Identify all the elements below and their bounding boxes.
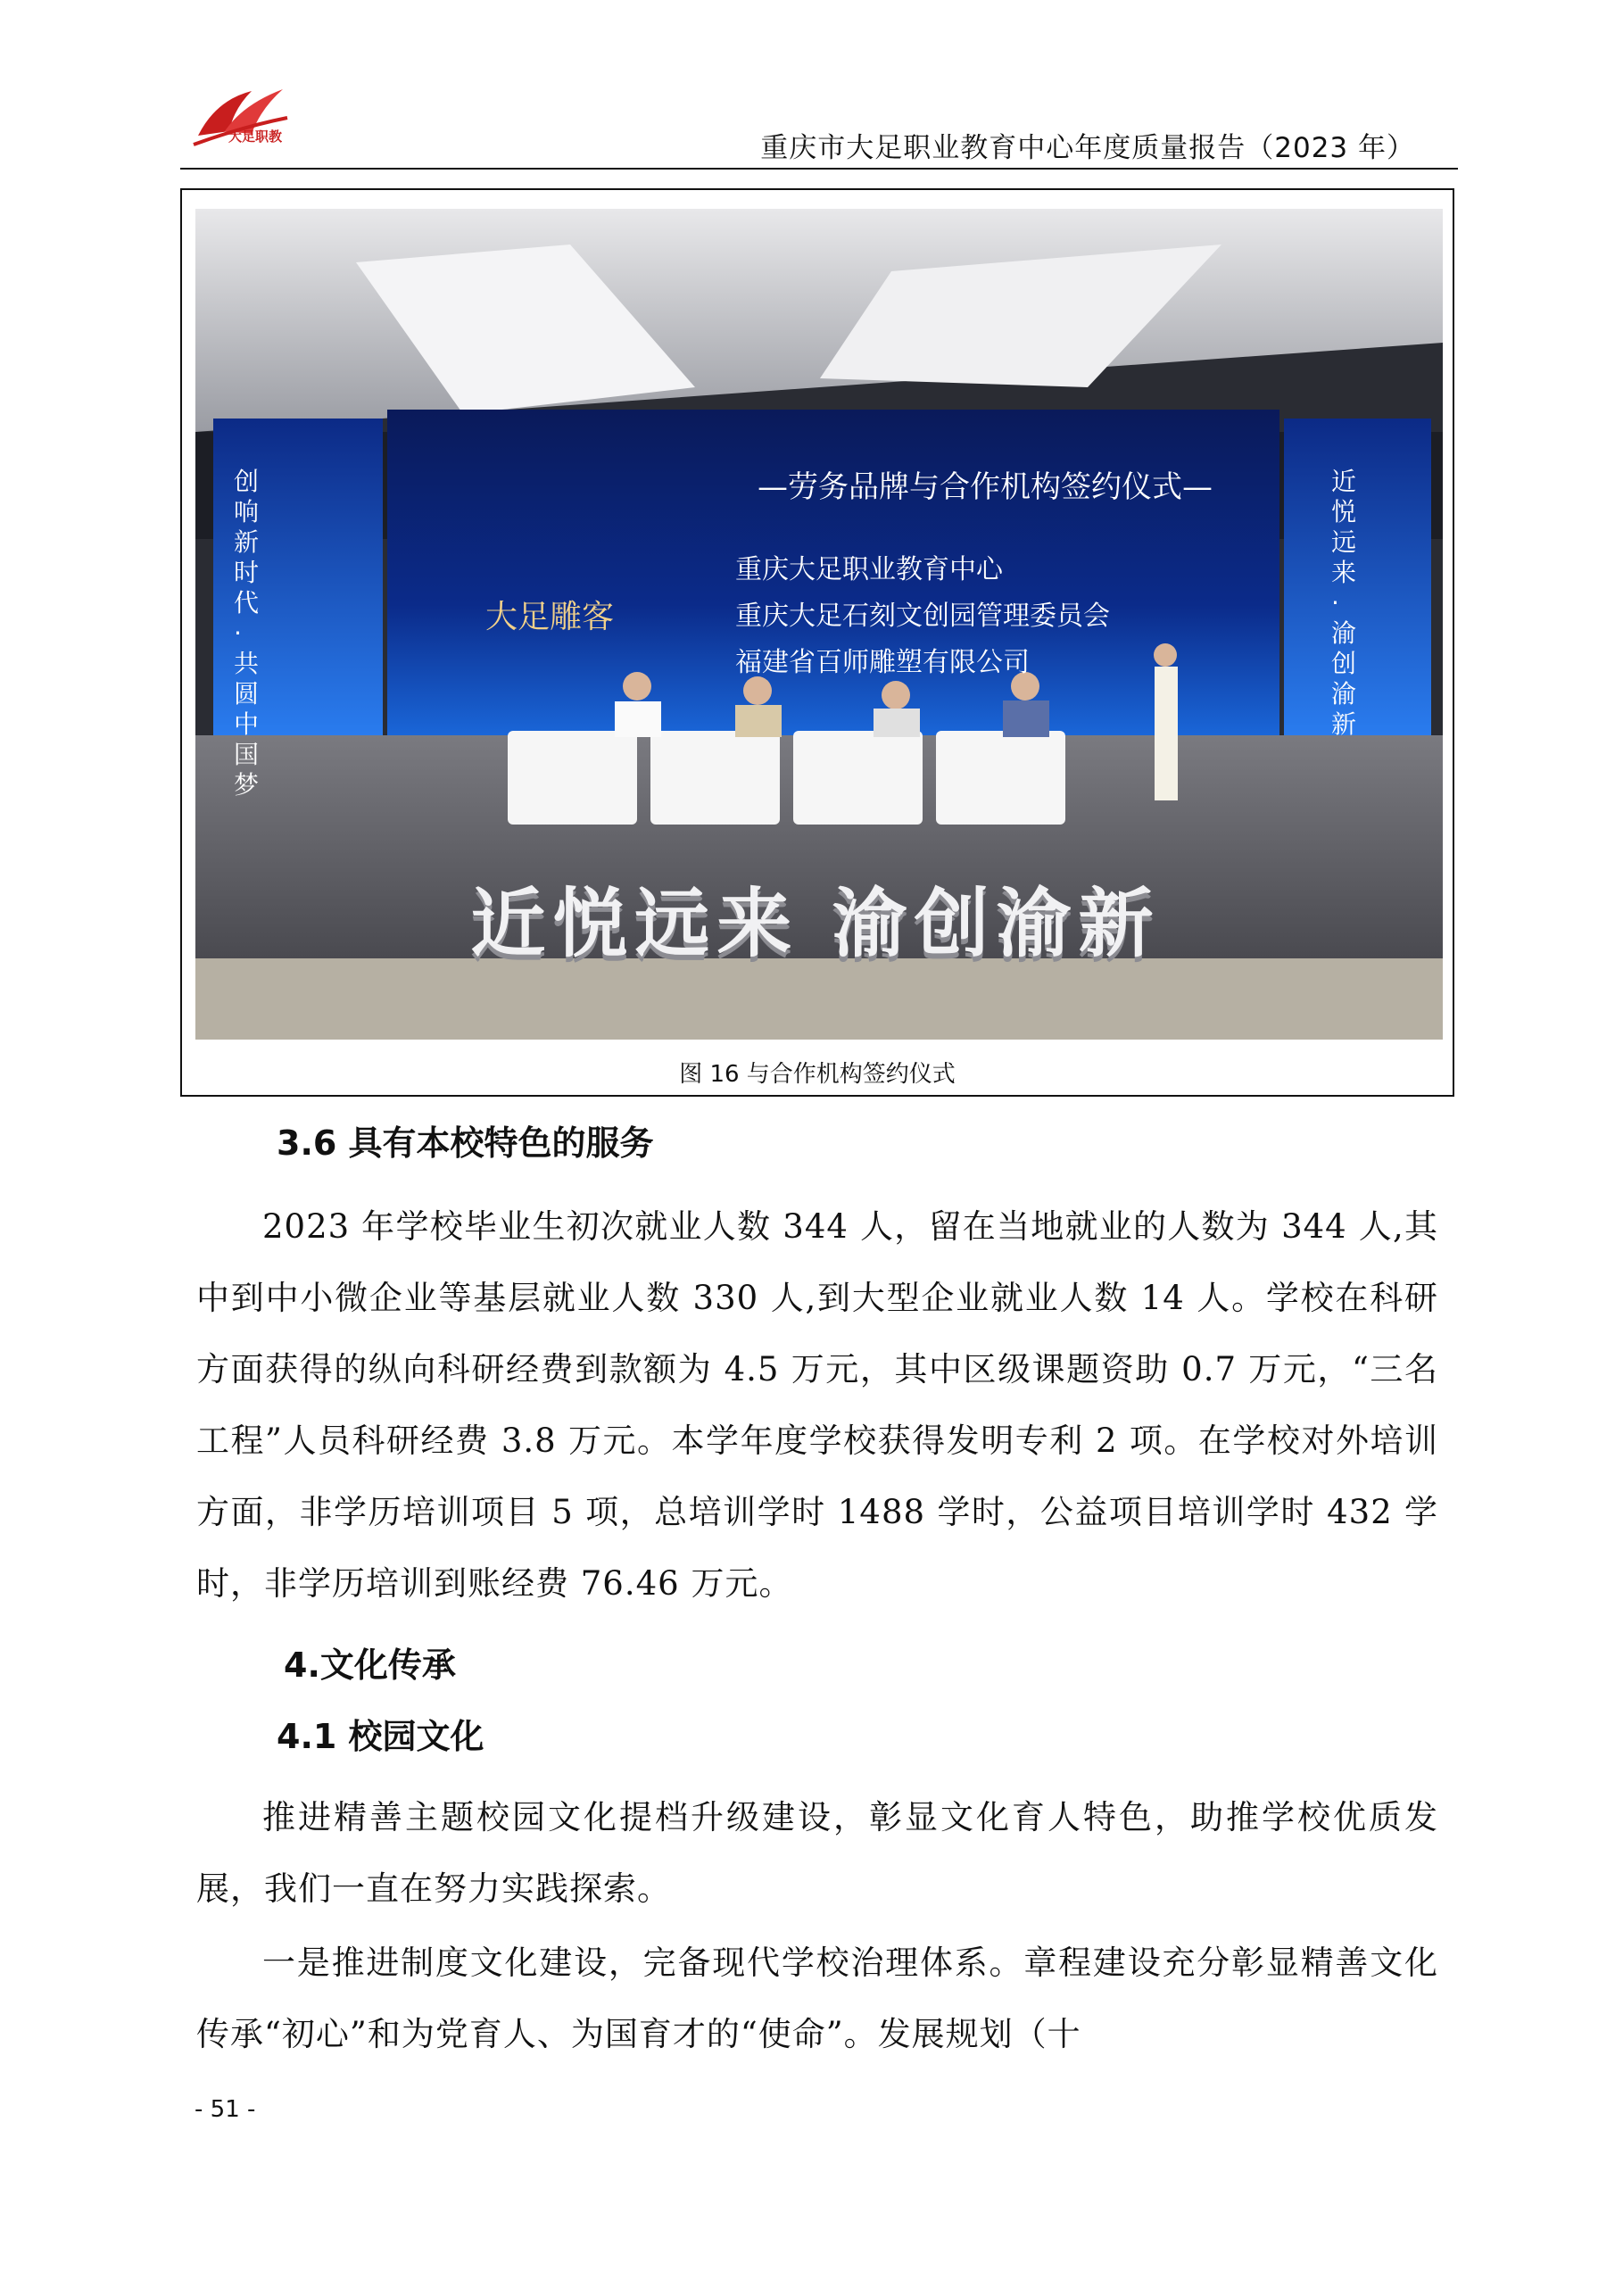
logo-text: 大足职教 xyxy=(228,128,283,145)
section-3-6-heading: 3.6 具有本校特色的服务 xyxy=(277,1123,654,1163)
section-4-1-heading: 4.1 校园文化 xyxy=(277,1717,484,1756)
screen-title: —劳务品牌与合作机构签约仪式— xyxy=(758,469,1213,505)
screen-org: 重庆大足石刻文创园管理委员会 xyxy=(735,601,1110,632)
left-side-slogan: 创响新时代·共圆中国梦 xyxy=(234,467,260,800)
figure-caption: 图 16 与合作机构签约仪式 xyxy=(679,1061,956,1088)
section-4-heading: 4.文化传承 xyxy=(284,1645,456,1685)
right-side-slogan: 近悦远来·渝创渝新 xyxy=(1331,467,1357,739)
floor-slogan: 近悦远来 渝创渝新 xyxy=(470,880,1161,967)
section-3-6-paragraph: 2023 年学校毕业生初次就业人数 344 人，留在当地就业的人数为 344 人,其中到中小微企业等基层就业人数 330 人,到大型企业就业人数 14 人。学校在科研方面获得的纵向科研经费到款额为 4.5 万元，其中区级课题资助 0.7 万元，“三名工程”人员科研经费 3.8 万元。本学年度学校获得发明专利 2 项。在学校对外培训方面，非学历培训项目 5 项，总培训学时 1488 学时，公益项目培训学时 432 学时，非学历培训到账经费 76.46 万元。 xyxy=(196,1207,1438,1603)
header-divider xyxy=(180,168,1458,170)
section-4-1-paragraph-1: 推进精善主题校园文化提档升级建设，彰显文化育人特色，助推学校优质发展，我们一直在努力实践探索。 xyxy=(196,1798,1438,1908)
screen-org: 福建省百师雕塑有限公司 xyxy=(735,647,1030,678)
report-title: 重庆市大足职业教育中心年度质量报告（2023 年） xyxy=(760,132,1415,164)
screen-org-list xyxy=(735,547,1110,686)
figure-frame xyxy=(180,188,1454,1097)
screen-brand: 大足雕客 xyxy=(485,599,615,635)
screen-org: 重庆大足职业教育中心 xyxy=(735,554,1003,585)
section-4-1-paragraph-2: 一是推进制度文化建设，完备现代学校治理体系。章程建设充分彰显精善文化传承“初心”和为党育人、为国育才的“使命”。发展规划（十 xyxy=(196,1944,1438,2053)
page-number: - 51 - xyxy=(195,2096,256,2123)
